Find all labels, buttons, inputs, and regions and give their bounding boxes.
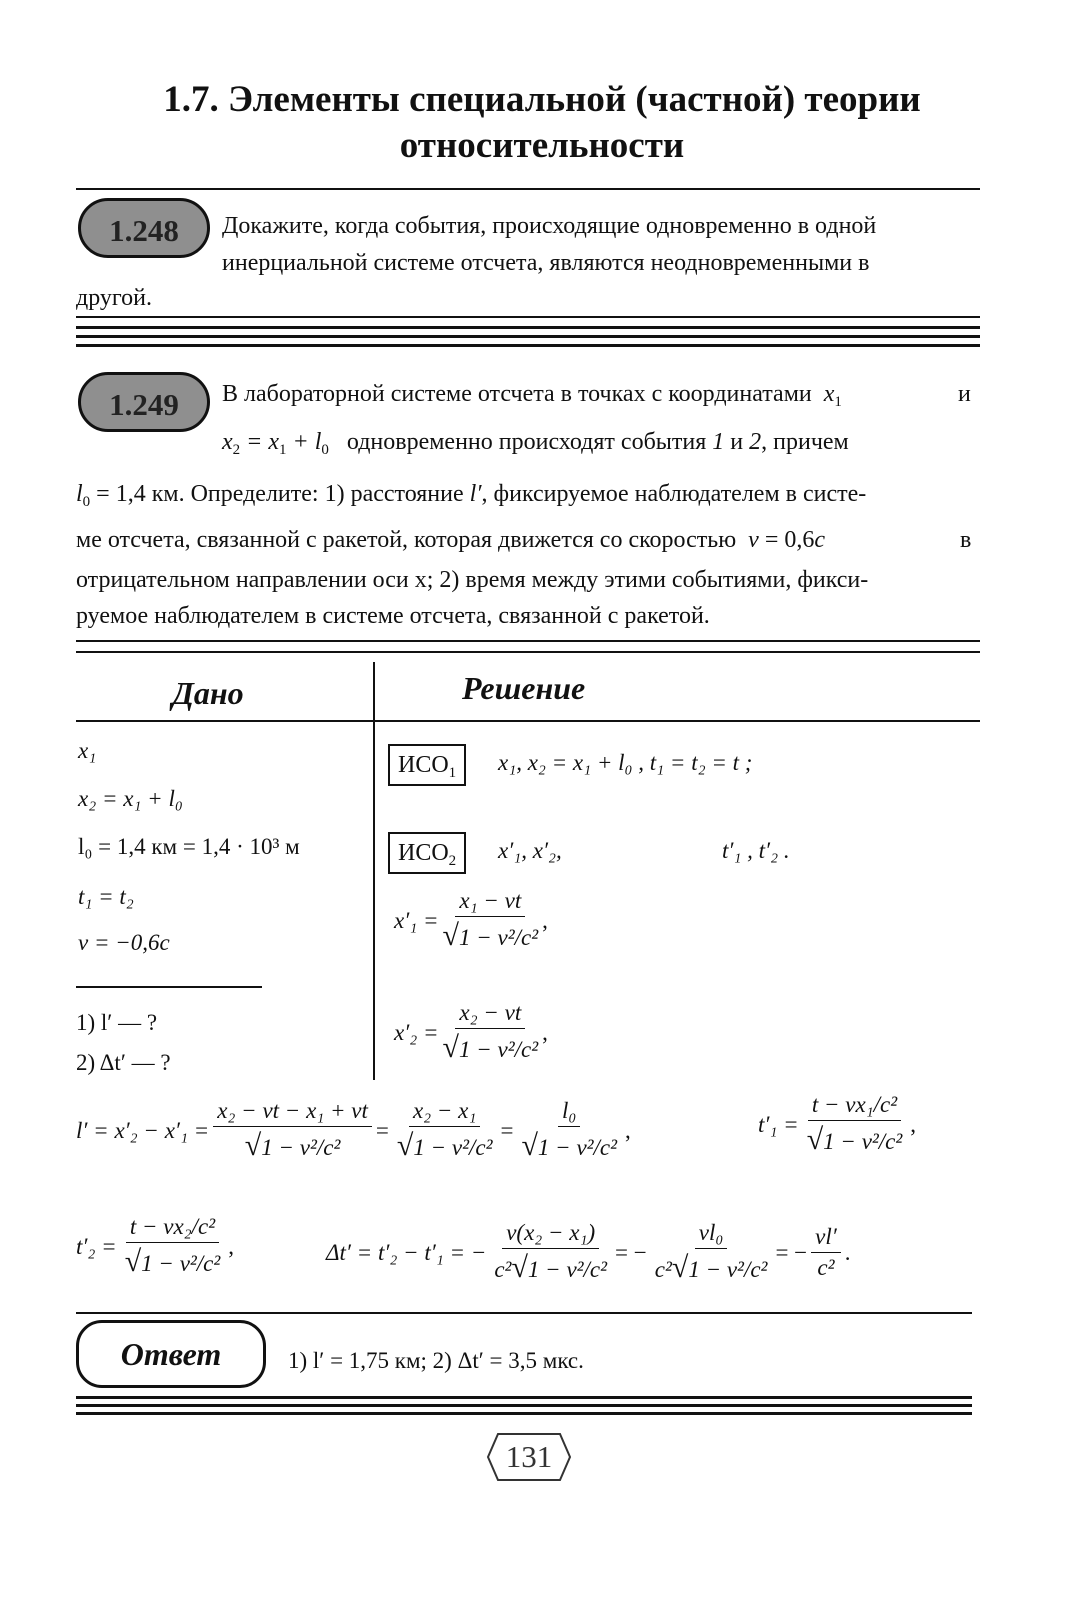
frame-iso2-label: ИСО — [398, 840, 449, 866]
comma: , — [625, 1117, 631, 1143]
problem-249-line1 — [222, 376, 842, 421]
problem-249-and: и — [958, 381, 971, 407]
answer-text: 1) l′ = 1,75 км; 2) Δt′ = 3,5 мкс. — [288, 1348, 584, 1373]
c-squared: c² — [654, 1257, 672, 1282]
numerator: t − vx₂/c² — [126, 1214, 219, 1243]
fraction — [439, 1000, 543, 1065]
denominator: √1 − v²/c² — [521, 1129, 618, 1162]
divider — [76, 640, 980, 642]
frame-iso2-times: t′₁ , t′₂ . — [722, 838, 790, 863]
equals-minus: = − — [775, 1239, 808, 1265]
math-x1: $x_1$ — [823, 381, 842, 410]
problem-248-line3: другой. — [76, 285, 152, 311]
frame-iso1-sub: 1 — [448, 765, 457, 781]
numerator: x₂ − vt − x₁ + vt — [213, 1098, 372, 1127]
formula-lhs: t′₂ = — [76, 1233, 117, 1259]
given-t: t₁ = t₂ — [78, 884, 134, 909]
comma: , — [542, 1019, 548, 1045]
divider — [76, 651, 980, 653]
divider — [76, 335, 980, 338]
fraction — [439, 888, 543, 953]
problem-249-line1-text: В лабораторной системе отсчета в точках с координатами — [222, 381, 812, 407]
divider — [76, 1312, 972, 1314]
fraction — [803, 1092, 907, 1157]
formula-lhs: t′₁ = — [758, 1111, 799, 1137]
denominator: √1 − v²/c² — [124, 1245, 221, 1278]
denominator: c²√1 − v²/c² — [654, 1251, 768, 1284]
frame-iso2-coords: x′₁, x′₂, — [498, 838, 562, 863]
math-v: v — [748, 527, 759, 553]
given-x2: x₂ = x₁ + l₀ — [78, 786, 183, 811]
sqrt-content: 1 − v²/c² — [537, 1135, 618, 1160]
formula-delta-t-prime — [326, 1220, 851, 1285]
comma: , — [910, 1111, 917, 1137]
numerator: x₁ − vt — [455, 888, 525, 917]
problem-248-line2: инерциальной системе отсчета, являются неодновременными в — [222, 250, 870, 276]
numerator: x₂ − x₁ — [409, 1098, 480, 1127]
problem-number-badge: 1.248 — [78, 198, 210, 258]
denominator: √1 − v²/c² — [442, 919, 539, 952]
problem-248-line1: Докажите, когда события, происходящие одновременно в одной — [222, 213, 877, 239]
frame-iso2-box — [388, 832, 466, 874]
math-l0: $l_0$ — [76, 481, 91, 510]
numerator: x₂ − vt — [455, 1000, 525, 1029]
frame-iso1-label: ИСО — [398, 752, 449, 778]
formula-t2-prime — [76, 1214, 234, 1279]
problem-249-line5: отрицательном направлении оси x; 2) время между этими событиями, фикси- — [76, 567, 869, 593]
divider — [76, 1396, 972, 1399]
fraction — [213, 1098, 372, 1163]
numerator: t − vx₁/c² — [808, 1092, 901, 1121]
problem-249-line4: ме отсчета, связанной с ракетой, которая движется со скоростью v = 0,6c — [76, 527, 826, 553]
frame-iso1-coords: x₁, x₂ = x₁ + l₀ , t₁ = t₂ = t ; — [498, 750, 753, 775]
page-number: 131 — [505, 1439, 553, 1474]
problem-249-line2 — [222, 424, 849, 469]
sqrt-content: 1 − v²/c² — [823, 1129, 903, 1154]
formula-lhs: Δt′ = t′₂ − t′₁ = − — [326, 1239, 487, 1265]
header-solution: Решение — [462, 670, 586, 706]
given-x1: x₁ — [78, 738, 97, 763]
problem-249-line3-text: км. Определите: 1) расстояние — [151, 481, 464, 507]
given-l0: l₀ = 1,4 км = 1,4 · 10³ м — [78, 834, 300, 859]
given-v: v = −0,6c — [78, 930, 170, 955]
table-header-rule — [76, 720, 980, 722]
equals: = — [375, 1117, 389, 1143]
denominator: √1 − v²/c² — [244, 1129, 341, 1162]
sqrt-content: 1 − v²/c² — [261, 1135, 341, 1160]
formula-lhs: l′ = x′₂ − x′₁ = — [76, 1117, 210, 1143]
question-2: 2) Δt′ — ? — [76, 1050, 171, 1075]
sqrt-content: 1 − v²/c² — [527, 1257, 608, 1282]
table-vertical-divider — [373, 662, 375, 1080]
problem-249-line4-text: ме отсчета, связанной с ракетой, которая движется со скоростью — [76, 527, 737, 553]
denominator: c²√1 − v²/c² — [494, 1251, 608, 1284]
sqrt-content: 1 − v²/c² — [458, 925, 539, 950]
problem-number-badge: 1.249 — [78, 372, 210, 432]
equals-minus: = − — [615, 1239, 647, 1265]
divider — [76, 1412, 972, 1415]
divider — [76, 316, 980, 318]
answer-badge: Ответ — [76, 1320, 266, 1388]
sqrt-content: 1 − v²/c² — [688, 1257, 768, 1282]
math-x2-def: $x_2 = x_1 + l_0$ — [222, 429, 329, 458]
math-lprime: l′ — [469, 481, 482, 507]
c-squared: c² — [494, 1257, 512, 1282]
chapter-title-line1: 1.7. Элементы специальной (частной) теории — [163, 79, 921, 120]
fraction — [651, 1220, 772, 1285]
comma: , — [542, 907, 548, 933]
problem-249-line4-tail: в — [960, 527, 972, 553]
numerator: v(x₂ − x₁) — [502, 1220, 599, 1249]
fraction — [490, 1220, 611, 1285]
formula-lhs: x′₂ = — [394, 1019, 439, 1045]
equals: = — [500, 1117, 514, 1143]
numerator: l₀ — [558, 1098, 580, 1127]
numerator: vl′ — [811, 1224, 841, 1253]
divider — [76, 344, 980, 347]
denominator: √1 − v²/c² — [396, 1129, 493, 1162]
formula-lhs: x′₁ = — [394, 907, 439, 933]
numerator: vl₀ — [695, 1220, 728, 1249]
problem-249-line6: руемое наблюдателем в системе отсчета, связанной с ракетой. — [76, 603, 710, 629]
divider — [76, 326, 980, 329]
divider — [76, 1404, 972, 1407]
question-1: 1) l′ — ? — [76, 1010, 158, 1035]
fraction — [517, 1098, 621, 1163]
fraction — [393, 1098, 497, 1163]
fraction — [121, 1214, 225, 1279]
denominator: √1 − v²/c² — [442, 1031, 539, 1064]
formula-l-prime — [76, 1098, 631, 1163]
frame-iso2-sub: 2 — [448, 853, 457, 869]
problem-249-line2-text: одновременно происходят события — [346, 429, 707, 455]
given-separator — [76, 986, 262, 988]
formula-x1-prime — [394, 888, 548, 953]
problem-249-and2: и — [730, 429, 744, 455]
sqrt-content: 1 − v²/c² — [458, 1037, 539, 1062]
formula-t1-prime — [758, 1092, 916, 1157]
divider — [76, 188, 980, 190]
problem-249-line2-tail: , причем — [761, 429, 849, 455]
frame-iso1-box — [388, 744, 466, 786]
event-1: 1 — [712, 429, 725, 455]
sqrt-content: 1 − v²/c² — [141, 1251, 221, 1276]
denominator: c² — [817, 1255, 835, 1280]
fraction — [811, 1224, 841, 1281]
event-2: 2 — [749, 429, 762, 455]
period: . — [844, 1239, 851, 1265]
comma: , — [228, 1233, 235, 1259]
problem-249-line3: $l_0 = 1,4$ км. Определите: 1) расстояние l′, фиксируемое наблюдателем в систе- — [76, 481, 867, 510]
problem-249-line3-tail: , фиксируемое наблюдателем в систе- — [481, 481, 867, 507]
chapter-title-line2: относительности — [399, 125, 685, 166]
sqrt-content: 1 − v²/c² — [413, 1135, 493, 1160]
formula-x2-prime — [394, 1000, 548, 1065]
header-given: Дано — [172, 675, 244, 711]
denominator: √1 − v²/c² — [806, 1123, 903, 1156]
